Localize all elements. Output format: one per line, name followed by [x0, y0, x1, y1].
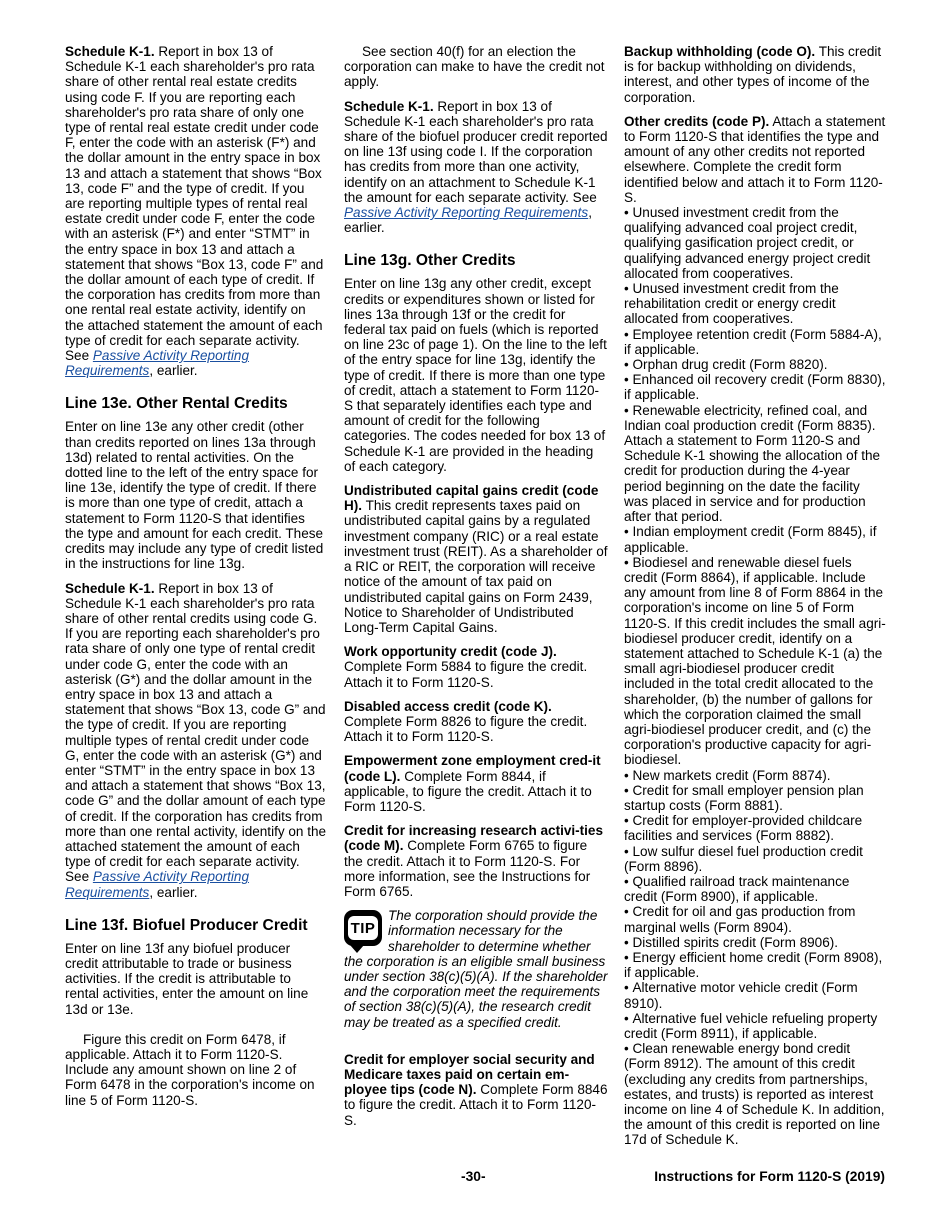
- paragraph-tail: , earlier.: [149, 363, 198, 379]
- tip-box: [344, 908, 608, 1030]
- paragraph-lead: Credit for employer social security and Medicare taxes paid on certain em-ployee tips (code N).: [344, 1051, 595, 1098]
- paragraph-lead: Schedule K-1.: [344, 98, 434, 114]
- heading-line-13g: Line 13g. Other Credits: [344, 252, 516, 270]
- tip-label: TIP: [348, 916, 378, 940]
- document-title: Instructions for Form 1120-S (2019): [654, 1169, 885, 1184]
- list-item: • Credit for small employer pension plan startup costs (Form 8881).: [624, 783, 886, 813]
- list-item: • Employee retention credit (Form 5884-A), if applicable.: [624, 327, 886, 357]
- list-item: • Credit for employer-provided childcare facilities and services (Form 8882).: [624, 813, 886, 843]
- paragraph-lead: Other credits (code P).: [624, 113, 770, 129]
- paragraph-text: Report in box 13 of Schedule K-1 each shareholder's pro rata share of other rental credits using code G. If you are reporting each shareholder's pro rata share of only one type of rental credit under code G, enter the code with an asterisk (G*) and the dollar amount in the entry space in box 13 and attach a statement that shows “Box 13, code G” and the type of credit. If you are reporting multiple types of rental credit under code G, enter the code with an asterisk (G*) and enter “STMT” in the entry space in box 13 and attach a statement that shows “Box 13, code G” and the dollar amount of each type of credit. If the corporation has credits from more than one rental activity, identify on the attached statement the amount of each type of credit for each separate activity. See: [65, 580, 327, 885]
- paragraph-section-40f: See section 40(f) for an election the corporation can make to have the credit not apply.: [344, 44, 605, 90]
- other-credits-list: [624, 205, 886, 1148]
- paragraph-text: This credit represents taxes paid on undistributed capital gains by a regulated investment company (RIC) or a real estate investment trust (REIT). As a shareholder of a RIC or REIT, the corporation will receive notice of the amount of tax paid on undistributed capital gains on Form 2439, Notice to Shareholder of Undistributed Long-Term Capital Gains.: [344, 498, 608, 635]
- paragraph-schedule-k1-code-f: [65, 44, 327, 378]
- paragraph-code-m: [344, 823, 608, 899]
- paragraph-text: This credit is for backup withholding on dividends, interest, and other types of income of the corporation.: [624, 44, 882, 105]
- list-item: • Alternative fuel vehicle refueling property credit (Form 8911), if applicable.: [624, 1011, 886, 1041]
- tip-text: The corporation should provide the information necessary for the shareholder to determine whether the corporation is an eligible small business under section 38(c)(5)(A). If the shareholder and the corporation meet the requirements of section 38(c)(5)(A), the research credit may be treated as a specified credit.: [344, 908, 608, 1030]
- paragraph-text: Attach a statement to Form 1120-S that identifies the type and amount of any other credits not reported elsewhere. Complete the credit form identified below and attach it to Form 1120-S.: [624, 113, 886, 205]
- paragraph-schedule-k1-code-g: [65, 581, 327, 900]
- paragraph-tail: , earlier.: [149, 884, 198, 900]
- paragraph-form-6478: Figure this credit on Form 6478, if applicable. Attach it to Form 1120-S. Include any amount shown on line 2 of Form 6478 in the corporation's income on line 5 of Form 1120-S.: [65, 1031, 315, 1108]
- column-left: [65, 44, 327, 1117]
- list-item: • Renewable electricity, refined coal, and Indian coal production credit (Form 8835). Attach a statement to Form 1120-S and Schedule K-1 showing the allocation of the credit for production during the 4-year period beginning on the date the facility was placed in service and for production after that period.: [624, 403, 886, 525]
- heading-line-13e: Line 13e. Other Rental Credits: [65, 395, 288, 413]
- page-footer: [65, 1169, 885, 1187]
- paragraph-text: Complete Form 8846 to figure the credit. Attach it to Form 1120-S.: [344, 1082, 608, 1128]
- list-item: • Enhanced oil recovery credit (Form 8830), if applicable.: [624, 372, 886, 402]
- paragraph-lead: Disabled access credit (code K).: [344, 698, 552, 714]
- page-number: -30-: [461, 1169, 486, 1184]
- list-item: • Unused investment credit from the qualifying advanced coal project credit, qualifying gasification project credit, or qualifying advanced energy project credit allocated from cooperatives.: [624, 205, 886, 281]
- list-item: • Indian employment credit (Form 8845), if applicable.: [624, 524, 886, 554]
- paragraph-line-13e: Enter on line 13e any other credit (other than credits reported on lines 13a through 13d) related to rental activities. On the dotted line to the left of the entry space for line 13e, identify the type of credit. If there is more than one type of credit, attach a statement to Form 1120-S that identifies the type and amount for each credit. These credits may include any type of credit listed in the instructions for line 13g.: [65, 419, 324, 572]
- list-item: • Credit for oil and gas production from marginal wells (Form 8904).: [624, 904, 886, 934]
- column-middle: [344, 44, 608, 1137]
- paragraph-line-13g: Enter on line 13g any other credit, except credits or expenditures shown or listed for lines 13a through 13f or the credit for federal tax paid on fuels (which is reported on line 23c of page 1). On the line to the left of the entry space for line 13g, identify the type of credit. If there is more than one type of credit, attach a statement to Form 1120-S that separately identifies each type and amount of credit for the following categories. The codes needed for box 13 of Schedule K-1 are provided in the heading of each category.: [344, 276, 607, 474]
- paragraph-lead: Empowerment zone employment cred-it (code L).: [344, 753, 601, 784]
- paragraph-code-l: [344, 753, 608, 814]
- list-item: • New markets credit (Form 8874).: [624, 768, 886, 783]
- paragraph-code-k: [344, 699, 608, 745]
- list-item: • Biodiesel and renewable diesel fuels credit (Form 8864), if applicable. Include any amount from line 8 of Form 8864 in the corporation's income on line 5 of Form 1120-S. If this credit includes the small agri-biodiesel producer credit, identify on a statement attached to Schedule K-1 (a) the small agri-biodiesel producer credit included in the total credit allocated to the shareholder, (b) the number of gallons for which the corporation claimed the small agri-biodiesel producer credit, and (c) the corporation's productive capacity for agri-biodiesel.: [624, 555, 886, 768]
- paragraph-code-p: [624, 114, 886, 205]
- paragraph-code-h: [344, 483, 608, 635]
- list-item: • Alternative motor vehicle credit (Form 8910).: [624, 980, 886, 1010]
- paragraph-tail: , earlier.: [344, 205, 592, 236]
- list-item: • Orphan drug credit (Form 8820).: [624, 357, 886, 372]
- tip-icon: [344, 910, 382, 946]
- paragraph-lead: Credit for increasing research activi-ties (code M).: [344, 823, 603, 854]
- paragraph-lead: Undistributed capital gains credit (code H).: [344, 483, 599, 514]
- paragraph-lead: Backup withholding (code O).: [624, 44, 816, 59]
- paragraph-text: Complete Form 6765 to figure the credit. Attach it to Form 1120-S. For more information, see the Instructions for Form 6765.: [344, 838, 591, 899]
- paragraph-line-13f: Enter on line 13f any biofuel producer credit attributable to trade or business activities. If the credit is attributable to rental activities, enter the amount on line 13d or 13e.: [65, 940, 309, 1017]
- paragraph-lead: Schedule K-1.: [65, 580, 155, 596]
- paragraph-text: Complete Form 8844, if applicable, to figure the credit. Attach it to Form 1120-S.: [344, 768, 592, 814]
- paragraph-lead: Work opportunity credit (code J).: [344, 644, 557, 660]
- paragraph-text: Complete Form 5884 to figure the credit. Attach it to Form 1120-S.: [344, 659, 588, 690]
- passive-activity-link[interactable]: Passive Activity Reporting Requirements: [344, 205, 589, 221]
- passive-activity-link[interactable]: Passive Activity Reporting Requirements: [65, 869, 249, 900]
- list-item: • Clean renewable energy bond credit (Form 8912). The amount of this credit (excluding any credits from partnerships, estates, and trusts) is reported as interest income on line 4 of Schedule K. In addition, the amount of this credit is reported on line 17d of Schedule K.: [624, 1041, 886, 1147]
- paragraph-lead: Schedule K-1.: [65, 44, 155, 59]
- paragraph-text: Report in box 13 of Schedule K-1 each shareholder's pro rata share of other rental real estate credits using code F. If you are reporting each shareholder's pro rata share of only one type of rental real estate credit under code F, enter the code with an asterisk (F*) and the dollar amount in the entry space in box 13 and attach a statement that shows “Box 13, code F” and the type of credit. If you are reporting multiple types of rental real estate credit under code F, enter the code with an asterisk (F*) and enter “STMT” in the entry space in box 13 and attach a statement that shows “Box 13, code F” and the dollar amount of each type of credit. If the corporation has credits from more than one rental real estate activity, identify on the attached statement the amount of each type of credit for each separate activity. See: [65, 44, 324, 364]
- paragraph-code-o: [624, 44, 886, 105]
- list-item: • Low sulfur diesel fuel production credit (Form 8896).: [624, 844, 886, 874]
- paragraph-text: Report in box 13 of Schedule K-1 each shareholder's pro rata share of the biofuel producer credit reported on line 13f using code I. If the corporation has credits from more than one activity, identify on an attachment to Schedule K-1 the amount for each separate activity. See: [344, 98, 608, 205]
- paragraph-schedule-k1-code-i: [344, 99, 608, 236]
- list-item: • Energy efficient home credit (Form 8908), if applicable.: [624, 950, 886, 980]
- heading-line-13f: Line 13f. Biofuel Producer Credit: [65, 916, 308, 934]
- paragraph-code-n: [344, 1052, 608, 1128]
- list-item: • Qualified railroad track maintenance credit (Form 8900), if applicable.: [624, 874, 886, 904]
- passive-activity-link[interactable]: Passive Activity Reporting Requirements: [65, 348, 249, 379]
- column-right: [624, 44, 886, 1148]
- paragraph-text: Complete Form 8826 to figure the credit. Attach it to Form 1120-S.: [344, 713, 588, 745]
- list-item: • Distilled spirits credit (Form 8906).: [624, 935, 886, 950]
- paragraph-code-j: [344, 644, 608, 690]
- list-item: • Unused investment credit from the rehabilitation credit or energy credit allocated from cooperatives.: [624, 281, 886, 327]
